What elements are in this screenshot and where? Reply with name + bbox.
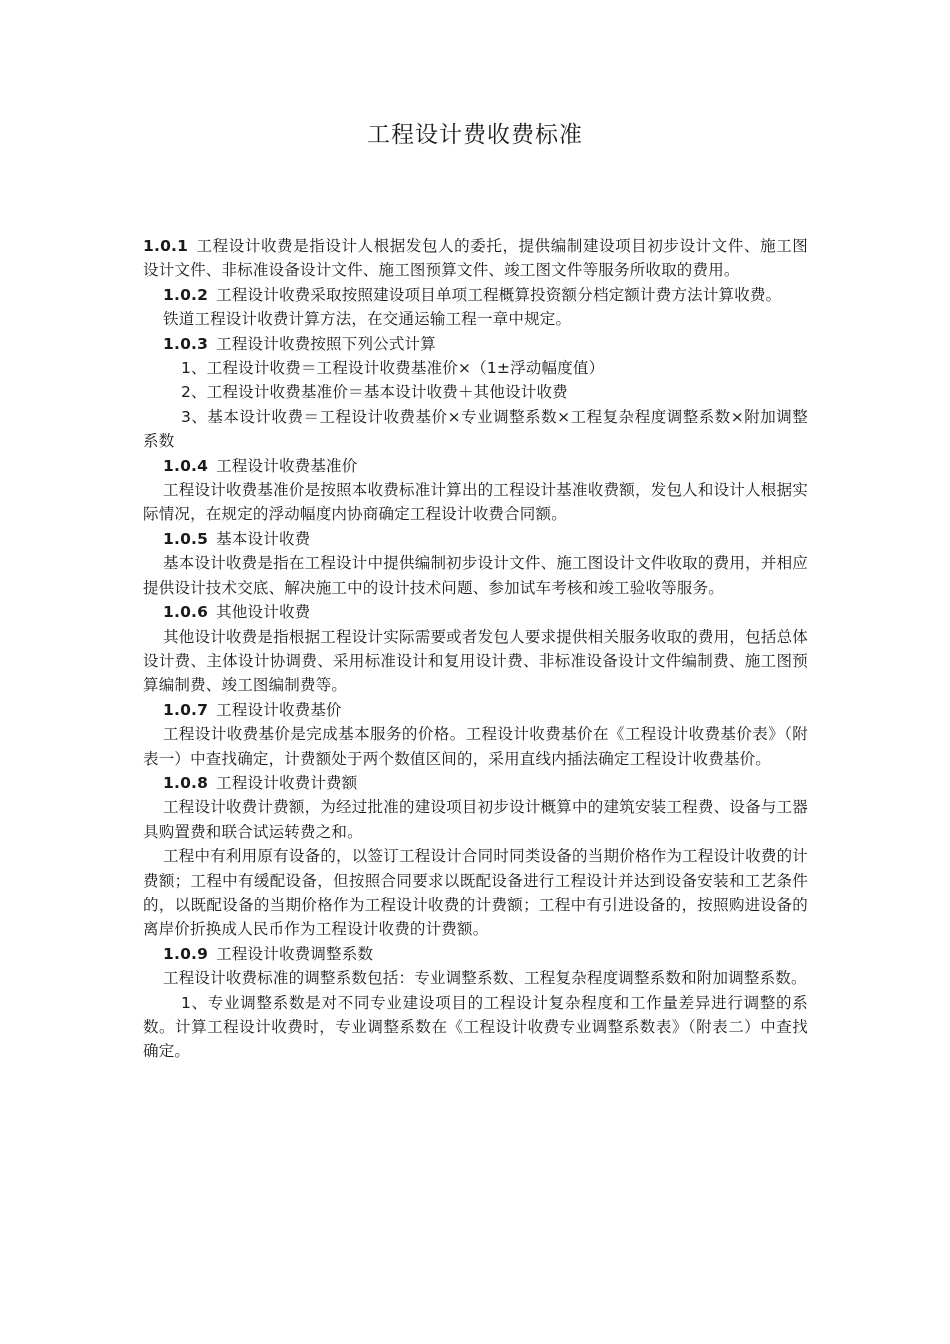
section-number: 1.0.6 [163,603,209,622]
paragraph-text: 1、专业调整系数是对不同专业建设项目的工程设计复杂程度和工作量差异进行调整的系数。计算工程设计收费时，专业调整系数在《工程设计收费专业调整系数表》（附表二）中查找确定。 [143,993,808,1061]
paragraph [143,771,808,795]
paragraph-text: 工程设计收费基准价是按照本收费标准计算出的工程设计基准收费额，发包人和设计人根据实际情况，在规定的浮动幅度内协商确定工程设计收费合同额。 [143,481,808,524]
paragraph-text: 工程设计收费基价是完成基本服务的价格。工程设计收费基价在《工程设计收费基价表》（附表一）中查找确定，计费额处于两个数值区间的，采用直线内插法确定工程设计收费基价。 [143,725,808,768]
section-number: 1.0.9 [163,944,209,963]
paragraph-text: 工程设计收费按照下列公式计算 [216,334,436,353]
paragraph-text: 工程设计收费标准的调整系数包括：专业调整系数、工程复杂程度调整系数和附加调整系数。 [163,969,807,988]
section-number: 1.0.1 [143,237,189,255]
paragraph-text: 其他设计收费 [216,603,311,622]
paragraph [143,380,808,404]
paragraph-text: 2、工程设计收费基准价＝基本设计收费＋其他设计收费 [181,383,568,402]
paragraph [143,600,808,624]
paragraph-text: 基本设计收费 [216,529,311,548]
document-body [143,234,808,1064]
paragraph [143,722,808,771]
paragraph-text: 工程设计收费是指设计人根据发包人的委托，提供编制建设项目初步设计文件、施工图设计文件、非标准设备设计文件、施工图预算文件、竣工图文件等服务所收取的费用。 [143,237,808,280]
paragraph [143,527,808,551]
section-number: 1.0.5 [163,529,209,548]
document-title: 工程设计费收费标准 [367,122,583,148]
section-number: 1.0.4 [163,456,209,475]
paragraph-text: 工程设计收费采取按照建设项目单项工程概算投资额分档定额计费方法计算收费。 [216,285,782,304]
paragraph-text: 工程设计收费基价 [216,700,342,719]
paragraph [143,625,808,698]
paragraph [143,966,808,990]
paragraph-text: 工程中有利用原有设备的，以签订工程设计合同时同类设备的当期价格作为工程设计收费的计费额；工程中有缓配设备，但按照合同要求以既配设备进行工程设计并达到设备安装和工艺条件的，以既配设备的当期价格作为工程设计收费的计费额；工程中有引进设备的，按照购进设备的离岸价折换成人民币作为工程设计收费的计费额。 [143,847,808,939]
paragraph [143,991,808,1064]
paragraph-text: 3、基本设计收费＝工程设计收费基价×专业调整系数×工程复杂程度调整系数×附加调整系数 [143,407,808,451]
paragraph [143,307,808,331]
paragraph-text: 铁道工程设计收费计算方法，在交通运输工程一章中规定。 [163,310,572,329]
section-number: 1.0.8 [163,773,209,792]
paragraph-text: 基本设计收费是指在工程设计中提供编制初步设计文件、施工图设计文件收取的费用，并相应提供设计技术交底、解决施工中的设计技术问题、参加试车考核和竣工验收等服务。 [143,554,808,597]
paragraph [143,478,808,527]
paragraph-text: 工程设计收费计费额，为经过批准的建设项目初步设计概算中的建筑安装工程费、设备与工器具购置费和联合试运转费之和。 [143,798,808,841]
paragraph [143,942,808,966]
section-number: 1.0.7 [163,700,209,719]
paragraph [143,405,808,454]
paragraph [143,795,808,844]
paragraph-text: 其他设计收费是指根据工程设计实际需要或者发包人要求提供相关服务收取的费用，包括总体设计费、主体设计协调费、采用标准设计和复用设计费、非标准设备设计文件编制费、施工图预算编制费、竣工图编制费等。 [143,627,808,695]
paragraph [143,698,808,722]
section-number: 1.0.3 [163,334,209,353]
paragraph [143,234,808,283]
paragraph [143,283,808,307]
paragraph [143,454,808,478]
paragraph-text: 工程设计收费计费额 [216,773,358,792]
paragraph [143,356,808,380]
paragraph-text: 1、工程设计收费＝工程设计收费基准价×（1±浮动幅度值） [181,359,605,378]
paragraph [143,332,808,356]
paragraph [143,551,808,600]
section-number: 1.0.2 [163,285,209,304]
paragraph-text: 工程设计收费调整系数 [216,944,374,963]
paragraph-text: 工程设计收费基准价 [216,456,358,475]
paragraph [143,844,808,942]
